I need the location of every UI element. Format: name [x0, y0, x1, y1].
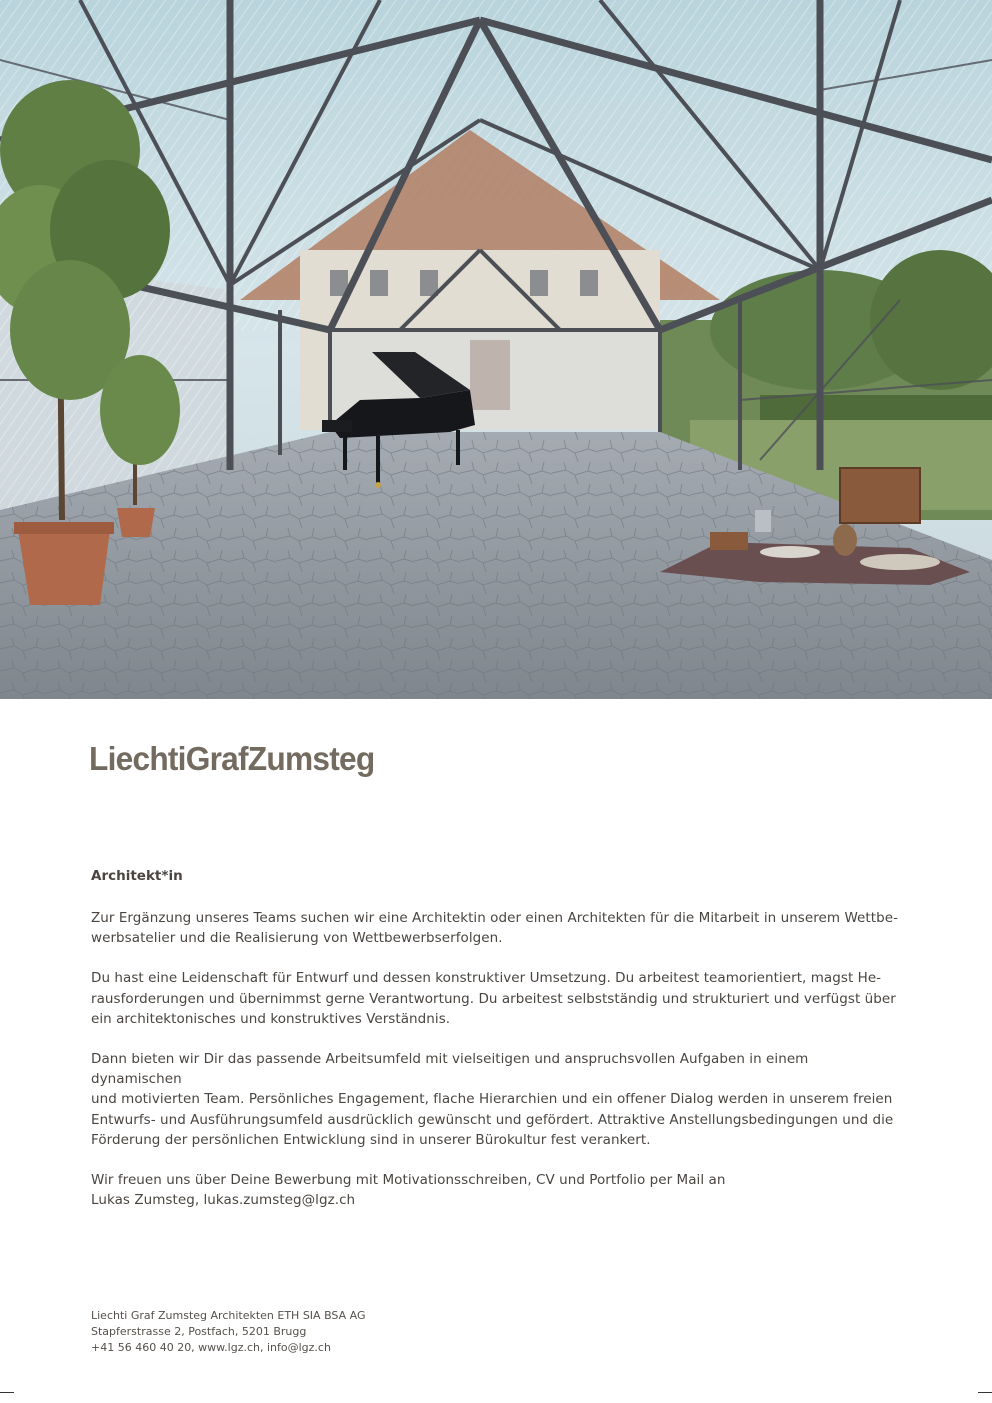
company-footer	[91, 1308, 366, 1356]
paragraph-application	[91, 1170, 901, 1210]
text-line: ein architektonisches und konstruktives Verständnis.	[91, 1010, 451, 1027]
glass-pavilion-illustration	[0, 0, 992, 699]
text-line: rausforderungen und übernimmst gerne Verantwortung. Du arbeitest selbstständig und strukturiert und verfügst über	[91, 990, 896, 1007]
footer-address: Stapferstrasse 2, Postfach, 5201 Brugg	[91, 1325, 307, 1338]
footer-company: Liechti Graf Zumsteg Architekten ETH SIA BSA AG	[91, 1309, 366, 1322]
text-line: Wir freuen uns über Deine Bewerbung mit Motivationsschreiben, CV und Portfolio per Mail an	[91, 1172, 726, 1189]
text-line: Dann bieten wir Dir das passende Arbeitsumfeld mit vielseitigen und anspruchsvollen Aufgaben in einem dynamischen	[91, 1051, 809, 1088]
text-line: Förderung der persönlichen Entwicklung sind in unserer Bürokultur fest verankert.	[91, 1131, 651, 1148]
job-posting	[91, 868, 901, 1230]
text-line: Entwurfs- und Ausführungsumfeld ausdrücklich gewünscht und gefördert. Attraktive Anstellungsbedingungen und die	[91, 1111, 894, 1128]
text-line: Du hast eine Leidenschaft für Entwurf und dessen konstruktiver Umsetzung. Du arbeitest teamorientiert, magst He-	[91, 970, 882, 987]
job-title: Architekt*in	[91, 868, 183, 884]
paragraph-profile	[91, 968, 901, 1029]
text-line: werbsatelier und die Realisierung von Wettbewerbserfolgen.	[91, 930, 503, 947]
footer-contact: +41 56 460 40 20, www.lgz.ch, info@lgz.ch	[91, 1341, 331, 1354]
paragraph-intro	[91, 908, 901, 948]
text-line: und motivierten Team. Persönliches Engagement, flache Hierarchien und ein offener Dialog werden in unserem freien	[91, 1091, 893, 1108]
text-line: Lukas Zumsteg, lukas.zumsteg@lgz.ch	[91, 1192, 356, 1209]
hero-image	[0, 0, 992, 699]
crop-mark-left	[0, 1392, 14, 1393]
text-line: Zur Ergänzung unseres Teams suchen wir eine Architektin oder einen Architekten für die Mitarbeit in unserem Wettbe-	[91, 910, 898, 926]
crop-mark-right	[978, 1392, 992, 1393]
paragraph-offer	[91, 1049, 901, 1150]
company-logo: LiechtiGrafZumsteg	[89, 740, 375, 777]
